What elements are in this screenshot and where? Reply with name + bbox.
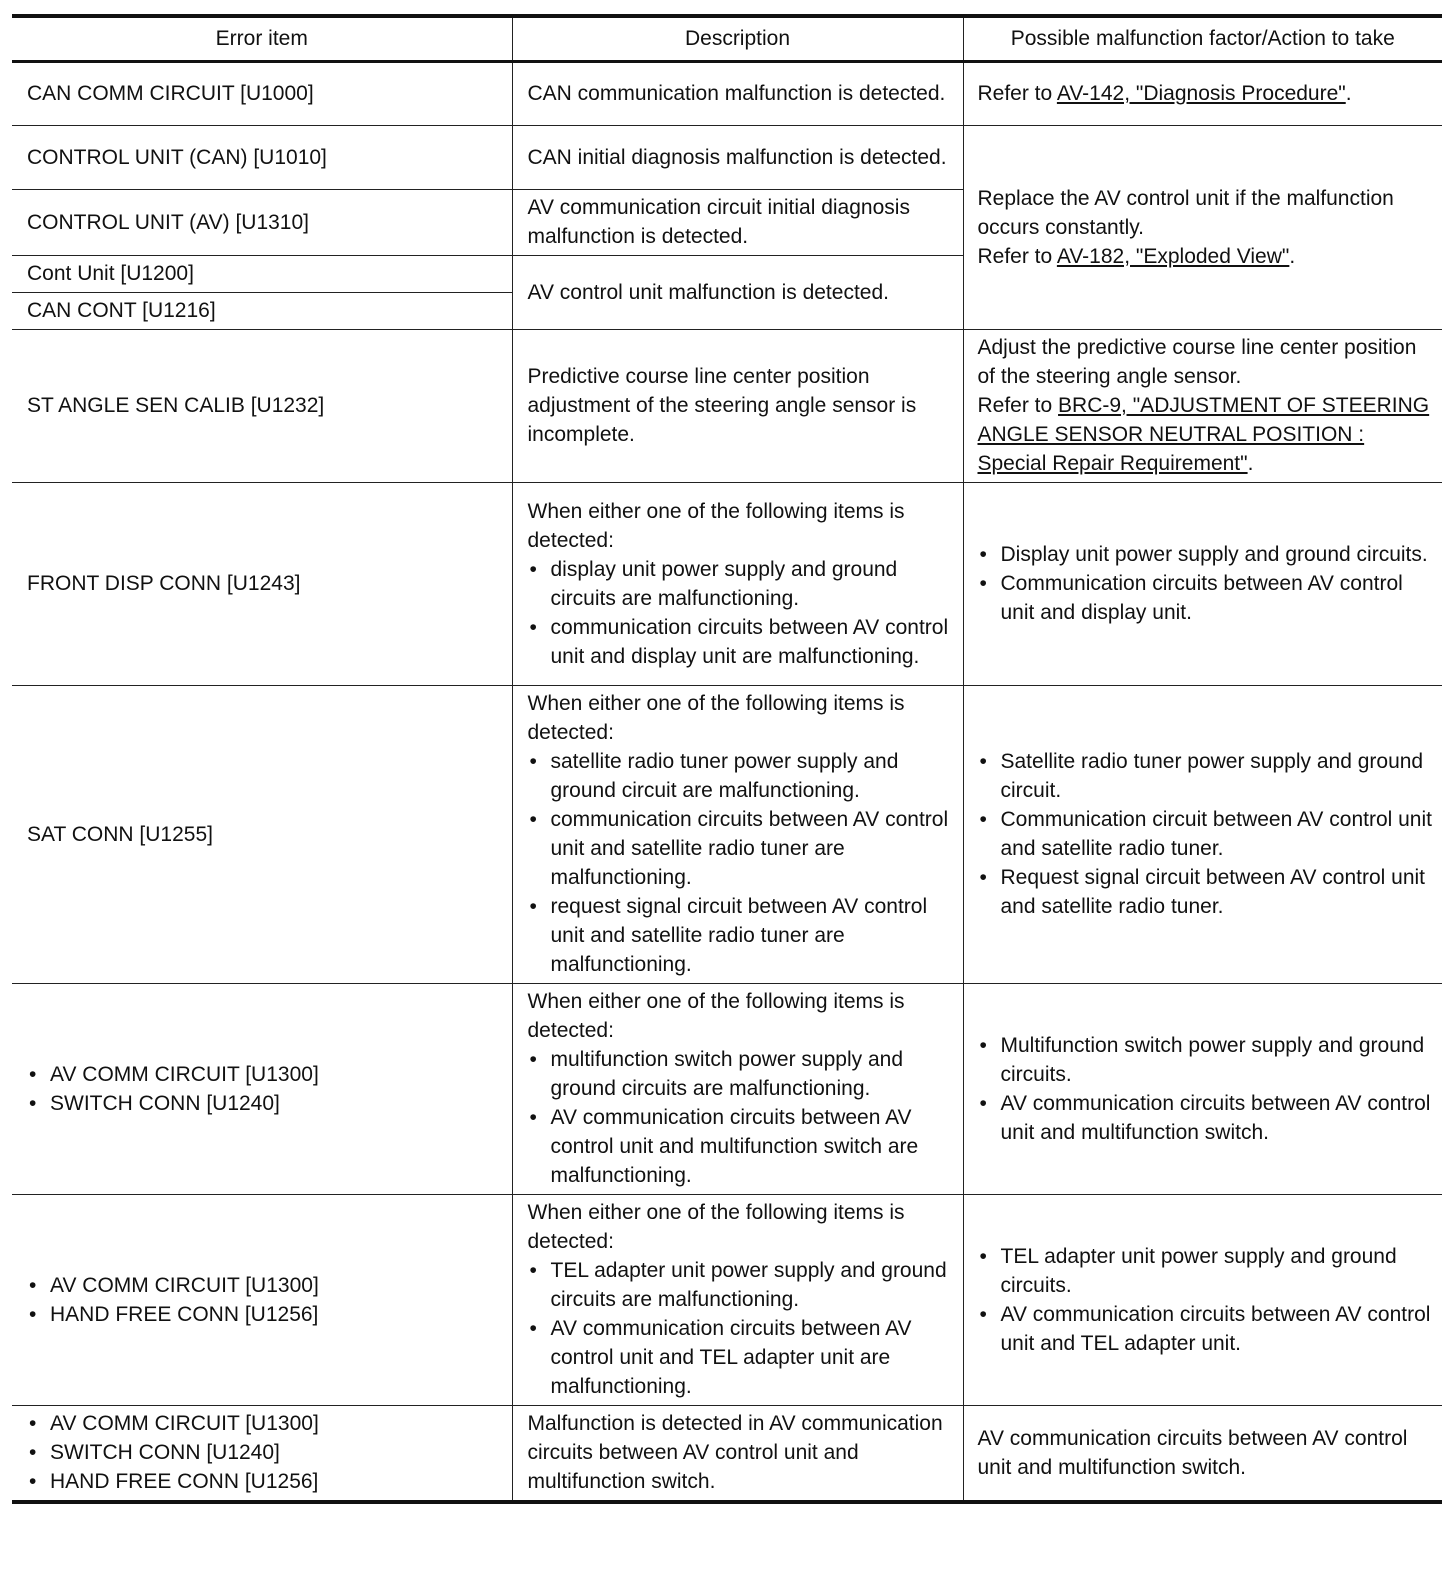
list-item: • AV COMM CIRCUIT [U1300] bbox=[27, 1060, 500, 1089]
list-item: • SWITCH CONN [U1240] bbox=[27, 1438, 500, 1467]
list-item: • SWITCH CONN [U1240] bbox=[27, 1089, 500, 1118]
list-item: • Communication circuit between AV control unit and satellite radio tuner. bbox=[978, 805, 1435, 863]
table-row bbox=[12, 1195, 1442, 1406]
error-item-cell: CONTROL UNIT (CAN) [U1010] bbox=[12, 126, 512, 190]
action-cell-shared bbox=[963, 126, 1442, 330]
table-row bbox=[12, 483, 1442, 686]
header-description: Description bbox=[512, 16, 963, 62]
list-item: • communication circuits between AV control unit and display unit are malfunctioning. bbox=[528, 613, 951, 671]
description-cell bbox=[512, 686, 963, 984]
list-item: • TEL adapter unit power supply and ground circuits are malfunctioning. bbox=[528, 1256, 951, 1314]
header-action: Possible malfunction factor/Action to take bbox=[963, 16, 1442, 62]
action-ref-prefix: Refer to bbox=[977, 394, 1059, 417]
list-item: • Request signal circuit between AV control unit and satellite radio tuner. bbox=[978, 863, 1435, 921]
action-cell bbox=[963, 686, 1442, 984]
list-item: • satellite radio tuner power supply and ground circuit are malfunctioning. bbox=[528, 747, 951, 805]
list-item: • AV COMM CIRCUIT [U1300] bbox=[27, 1271, 500, 1300]
list-item: • Satellite radio tuner power supply and ground circuit. bbox=[978, 747, 1435, 805]
list-item: • display unit power supply and ground circuits are malfunctioning. bbox=[528, 555, 951, 613]
error-item-cell bbox=[12, 1195, 512, 1406]
error-item-cell: FRONT DISP CONN [U1243] bbox=[12, 483, 512, 686]
description-list bbox=[528, 1256, 951, 1401]
action-cell bbox=[963, 483, 1442, 686]
action-text: Adjust the predictive course line center position of the steering angle sensor. bbox=[977, 336, 1417, 388]
description-list bbox=[528, 555, 951, 671]
list-item: • Multifunction switch power supply and ground circuits. bbox=[978, 1031, 1435, 1089]
description-intro: When either one of the following items is detected: bbox=[527, 692, 905, 744]
description-cell: CAN communication malfunction is detected. bbox=[512, 62, 963, 126]
description-cell: Malfunction is detected in AV communication circuits between AV control unit and multifunction switch. bbox=[512, 1406, 963, 1503]
error-item-cell: SAT CONN [U1255] bbox=[12, 686, 512, 984]
list-item: • Display unit power supply and ground circuits. bbox=[978, 540, 1435, 569]
list-item: • AV COMM CIRCUIT [U1300] bbox=[27, 1409, 500, 1438]
reference-link[interactable]: AV-142, "Diagnosis Procedure" bbox=[1056, 82, 1346, 105]
action-text-suffix: . bbox=[1345, 82, 1352, 105]
error-item-cell: Cont Unit [U1200] bbox=[12, 256, 512, 293]
action-cell bbox=[963, 330, 1442, 483]
error-item-list bbox=[27, 1271, 500, 1329]
description-cell bbox=[512, 1195, 963, 1406]
table-row bbox=[12, 686, 1442, 984]
error-item-cell bbox=[12, 1406, 512, 1503]
action-ref-prefix: Refer to bbox=[977, 244, 1057, 268]
description-intro: When either one of the following items is detected: bbox=[527, 499, 905, 552]
error-item-table bbox=[12, 14, 1442, 1504]
list-item: • AV communication circuits between AV control unit and multifunction switch. bbox=[978, 1089, 1435, 1147]
action-ref-suffix: . bbox=[1289, 244, 1296, 268]
description-intro: When either one of the following items is detected: bbox=[527, 990, 905, 1042]
action-cell bbox=[963, 62, 1442, 126]
error-item-list bbox=[27, 1409, 500, 1496]
action-list bbox=[978, 1031, 1435, 1147]
action-text: Replace the AV control unit if the malfunction occurs constantly. bbox=[977, 186, 1394, 239]
error-item-cell: ST ANGLE SEN CALIB [U1232] bbox=[12, 330, 512, 483]
description-list bbox=[528, 1045, 951, 1190]
description-list bbox=[528, 747, 951, 979]
action-ref-suffix: . bbox=[1247, 452, 1254, 475]
error-item-cell: CONTROL UNIT (AV) [U1310] bbox=[12, 190, 512, 256]
action-list bbox=[978, 1242, 1435, 1358]
error-item-list bbox=[27, 1060, 500, 1118]
description-cell: AV communication circuit initial diagnosis malfunction is detected. bbox=[512, 190, 963, 256]
error-item-cell: CAN COMM CIRCUIT [U1000] bbox=[12, 62, 512, 126]
table-header-row bbox=[12, 16, 1442, 62]
table-row bbox=[12, 330, 1442, 483]
list-item: • Communication circuits between AV control unit and display unit. bbox=[978, 569, 1435, 627]
description-cell: Predictive course line center position adjustment of the steering angle sensor is incomplete. bbox=[512, 330, 963, 483]
action-list bbox=[978, 747, 1435, 921]
list-item: • AV communication circuits between AV control unit and TEL adapter unit. bbox=[978, 1300, 1435, 1358]
action-cell bbox=[963, 1195, 1442, 1406]
reference-link[interactable]: AV-182, "Exploded View" bbox=[1056, 244, 1290, 268]
list-item: • AV communication circuits between AV control unit and TEL adapter unit are malfunctioning. bbox=[528, 1314, 951, 1401]
description-intro: When either one of the following items is detected: bbox=[527, 1201, 905, 1253]
list-item: • communication circuits between AV control unit and satellite radio tuner are malfunctioning. bbox=[528, 805, 951, 892]
table-row bbox=[12, 62, 1442, 126]
action-cell bbox=[963, 984, 1442, 1195]
list-item: • request signal circuit between AV control unit and satellite radio tuner are malfunctioning. bbox=[528, 892, 951, 979]
table-row bbox=[12, 1406, 1442, 1503]
action-list bbox=[978, 540, 1435, 627]
list-item: • HAND FREE CONN [U1256] bbox=[27, 1467, 500, 1496]
action-text: Refer to bbox=[977, 82, 1057, 105]
description-cell: AV control unit malfunction is detected. bbox=[512, 256, 963, 330]
list-item: • multifunction switch power supply and ground circuits are malfunctioning. bbox=[528, 1045, 951, 1103]
error-item-cell bbox=[12, 984, 512, 1195]
description-cell bbox=[512, 984, 963, 1195]
error-item-table-page bbox=[12, 14, 1442, 1504]
description-cell bbox=[512, 483, 963, 686]
reference-link[interactable]: BRC-9, "ADJUSTMENT OF STEERING ANGLE SENSOR NEUTRAL POSITION : Special Repair Requirement" bbox=[977, 394, 1430, 475]
description-cell: CAN initial diagnosis malfunction is detected. bbox=[512, 126, 963, 190]
list-item: • HAND FREE CONN [U1256] bbox=[27, 1300, 500, 1329]
table-row bbox=[12, 126, 1442, 190]
list-item: • AV communication circuits between AV control unit and multifunction switch are malfunctioning. bbox=[528, 1103, 951, 1190]
list-item: • TEL adapter unit power supply and ground circuits. bbox=[978, 1242, 1435, 1300]
action-cell: AV communication circuits between AV control unit and multifunction switch. bbox=[963, 1406, 1442, 1503]
header-error-item: Error item bbox=[12, 16, 512, 62]
table-row bbox=[12, 984, 1442, 1195]
error-item-cell: CAN CONT [U1216] bbox=[12, 293, 512, 330]
